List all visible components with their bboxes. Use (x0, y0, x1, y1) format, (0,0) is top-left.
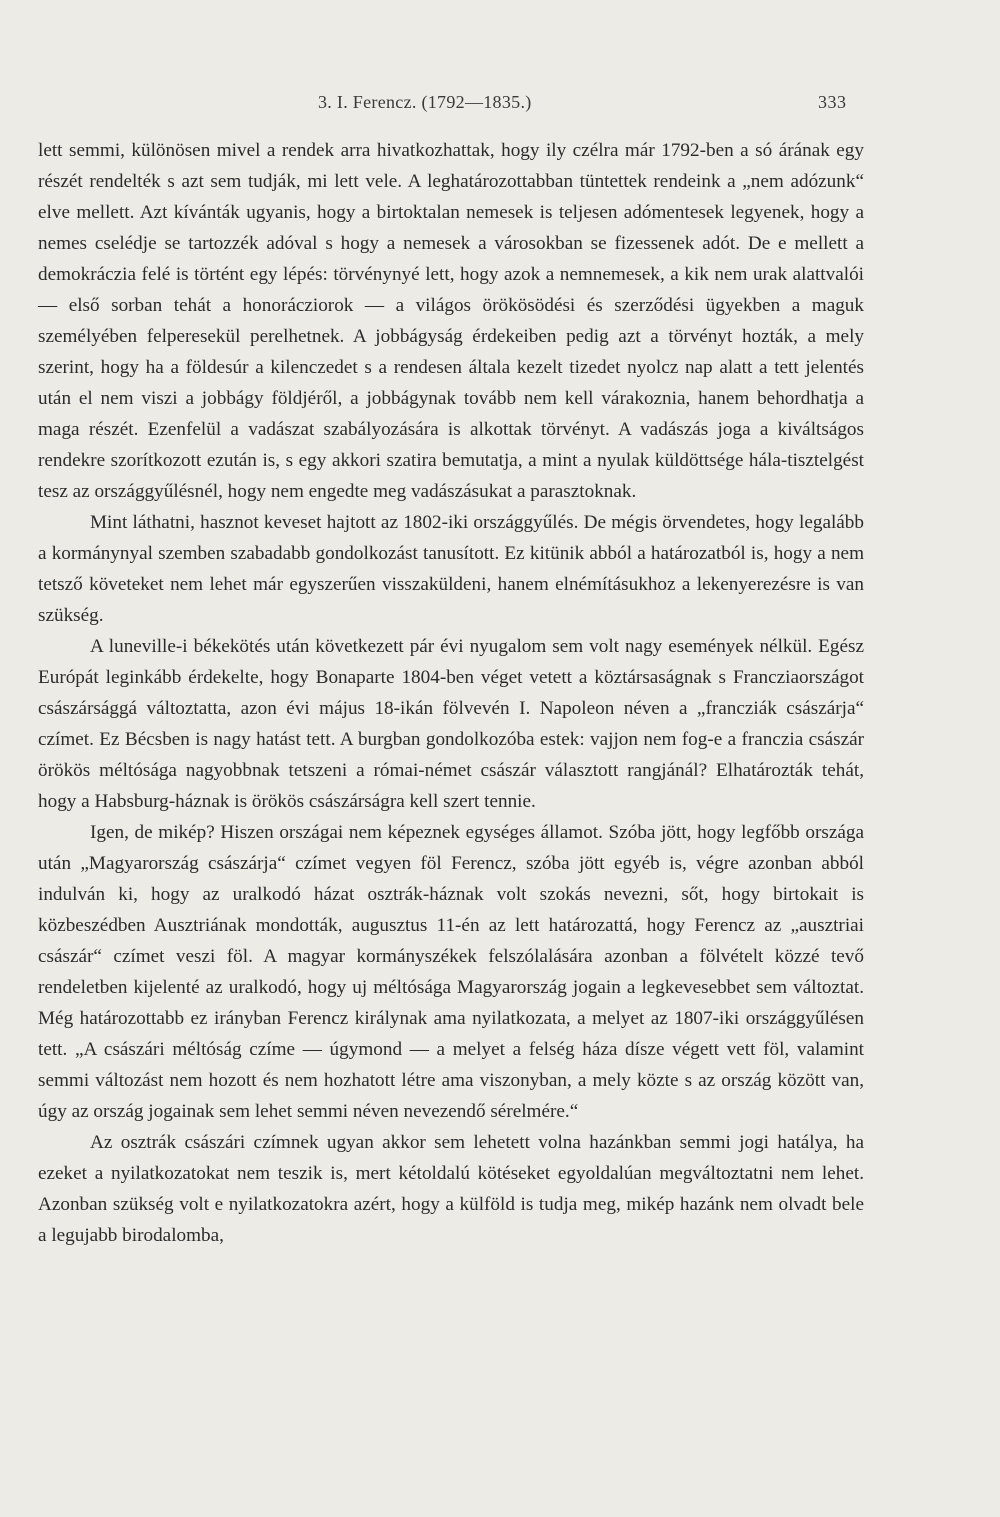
paragraph-4: Igen, de mikép? Hiszen országai nem képeznek egységes államot. Szóba jött, hogy legfőbb országa után „Magyarország császárja“ czímet vegyen föl Ferencz, szóba jött egyéb is, végre azonban abból indulván ki, hogy az uralkodó házat osztrák-háznak volt szokás nevezni, sőt, hogy birtokait is közbeszédben Ausztriának mondották, augusztus 11-én az lett határozattá, hogy Ferencz az „ausztriai császár“ czímet veszi föl. A magyar kormányszékek felszólalására azonban a fölvételt közzé tevő rendeletben kijelenté az uralkodó, hogy uj méltósága Magyarország jogain a legkevesebbet sem változtat. Még határozottabb ez irányban Ferencz királynak ama nyilatkozata, a melyet az 1807-iki országgyűlésen tett. „A császári méltóság czíme — úgymond — a melyet a felség háza dísze végett vett föl, valamint semmi változást nem hozott és nem hozhatott létre ama viszonyban, a mely közte s az ország között van, úgy az ország jogainak sem lehet semmi néven nevezendő sérelmére.“ (38, 822, 864, 1122)
page-number: 333 (818, 92, 847, 112)
body-text (38, 135, 864, 1251)
paragraph-5: Az osztrák császári czímnek ugyan akkor sem lehetett volna hazánkban semmi jogi hatálya, ha ezeket a nyilatkozatokat nem teszik is, mert kétoldalú kötéseket egyoldalúan megváltoztatni nem lehet. Azonban szükség volt e nyilatkozatokra azért, hogy a külföld is tudja meg, mikép hazánk nem olvadt bele a legujabb birodalomba, (38, 1132, 864, 1246)
paragraph-3: A luneville-i békekötés után következett pár évi nyugalom sem volt nagy események nélkül. Egész Európát leginkább érdekelte, hogy Bonaparte 1804-ben véget vetett a köztársaságnak s Francziaországot császársággá változtatta, azon évi május 18-ikán fölvevén I. Napoleon néven a „francziák császárja“ czímet. Ez Bécsben is nagy hatást tett. A burgban gondolkozóba estek: vajjon nem fog-e a franczia császár örökös méltósága nagyobbnak tetszeni a római-német császár választott rangjánál? Elhatározták tehát, hogy a Habsburg-háznak is örökös császárságra kell szert tennie. (38, 636, 864, 812)
paragraph-2: Mint láthatni, hasznot keveset hajtott az 1802-iki országgyűlés. De mégis örvendetes, hogy legalább a kormánynyal szemben szabadabb gondolkozást tanusított. Ez kitünik abból a határozatból is, hogy a nem tetsző követeket nem lehet már egyszerűen visszaküldeni, hanem elnémításukhoz a lekenyerezésre is van szükség. (38, 512, 864, 626)
chapter-header-title: 3. I. Ferencz. (1792—1835.) (318, 92, 532, 112)
paragraph-1: lett semmi, különösen mivel a rendek arra hivatkozhattak, hogy ily czélra már 1792-ben a só árának egy részét rendelték s azt sem tudják, mi lett vele. A leghatározottabban tüntettek rendeink a „nem adózunk“ elve mellett. Azt kívánták ugyanis, hogy a birtoktalan nemesek is teljesen adómentesek legyenek, hogy a nemes cselédje se tartozzék adóval s hogy a nemesek a városokban se fizessenek adót. De e mellett a demokráczia felé is történt egy lépés: törvénynyé lett, hogy azok a nemnemesek, a kik nem urak alattvalói — első sorban tehát a honorácziorok — a világos örökösödési és szerződési ügyekben a maguk személyében felperesekül perelhetnek. A jobbágyság érdekeiben pedig azt a törvényt hozták, a mely szerint, hogy ha a földesúr a kilenczedet s a rendesen általa kezelt tizedet nyolcz nap alatt a tett jelentés után el nem viszi a jobbágy földjéről, a jobbágynak tovább nem kell várakoznia, hanem behordhatja a maga részét. Ezenfelül a vadászat szabályozására is alkottak törvényt. A vadászás joga a kiváltságos rendekre szorítkozott ezután is, s egy akkori szatira bemutatja, a mint a nyulak küldöttsége hála-tisztelgést tesz az országgyűlésnél, hogy nem engedte meg vadászásukat a parasztoknak. (38, 140, 864, 502)
running-header (0, 92, 1000, 122)
